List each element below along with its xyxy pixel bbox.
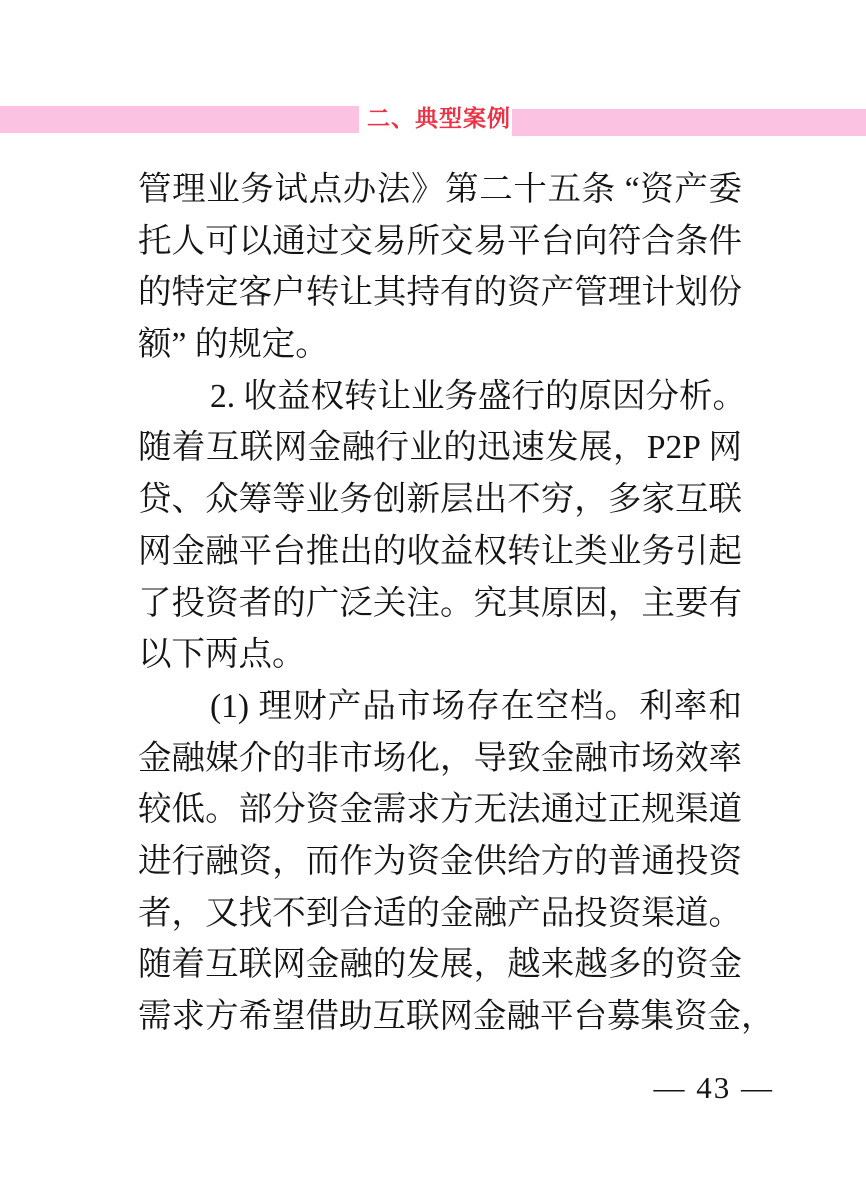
body-text-line: 2. 收益权转让业务盛行的原因分析。 [210, 377, 746, 415]
page-number: — 43 — [653, 1070, 774, 1105]
body-text-line: 以下两点。 [138, 636, 306, 674]
body-text-line: (1) 理财产品市场存在空档。利率和 [210, 687, 742, 725]
body-text-line: 了投资者的广泛关注。究其原因，主要有 [138, 584, 742, 622]
header-bar-right [512, 109, 866, 136]
body-text-line: 者，又找不到合适的金融产品投资渠道。 [138, 894, 742, 932]
body-text-line: 贷、众筹等业务创新层出不穷，多家互联 [138, 481, 742, 519]
body-text-line: 托人可以通过交易所交易平台向符合条件 [138, 222, 742, 260]
body-text-line: 进行融资，而作为资金供给方的普通投资 [138, 842, 742, 880]
body-text-line: 需求方希望借助互联网金融平台募集资金， [138, 998, 775, 1035]
body-text-line: 随着互联网金融的发展，越来越多的资金 [138, 946, 742, 984]
section-title: 二、典型案例 [367, 105, 511, 131]
body-text-line: 网金融平台推出的收益权转让类业务引起 [138, 532, 742, 570]
body-text-line: 管理业务试点办法》第二十五条 “资产委 [138, 171, 742, 208]
page-body [138, 164, 775, 1043]
body-text-line: 金融媒介的非市场化，导致金融市场效率 [138, 739, 742, 777]
body-text-line: 额” 的规定。 [138, 326, 329, 364]
body-text-line: 较低。部分资金需求方无法通过正规渠道 [138, 791, 742, 829]
header-bar-left [0, 106, 359, 133]
body-text-line: 随着互联网金融行业的迅速发展，P2P 网 [138, 429, 742, 467]
body-text-line: 的特定客户转让其持有的资产管理计划份 [138, 274, 742, 312]
